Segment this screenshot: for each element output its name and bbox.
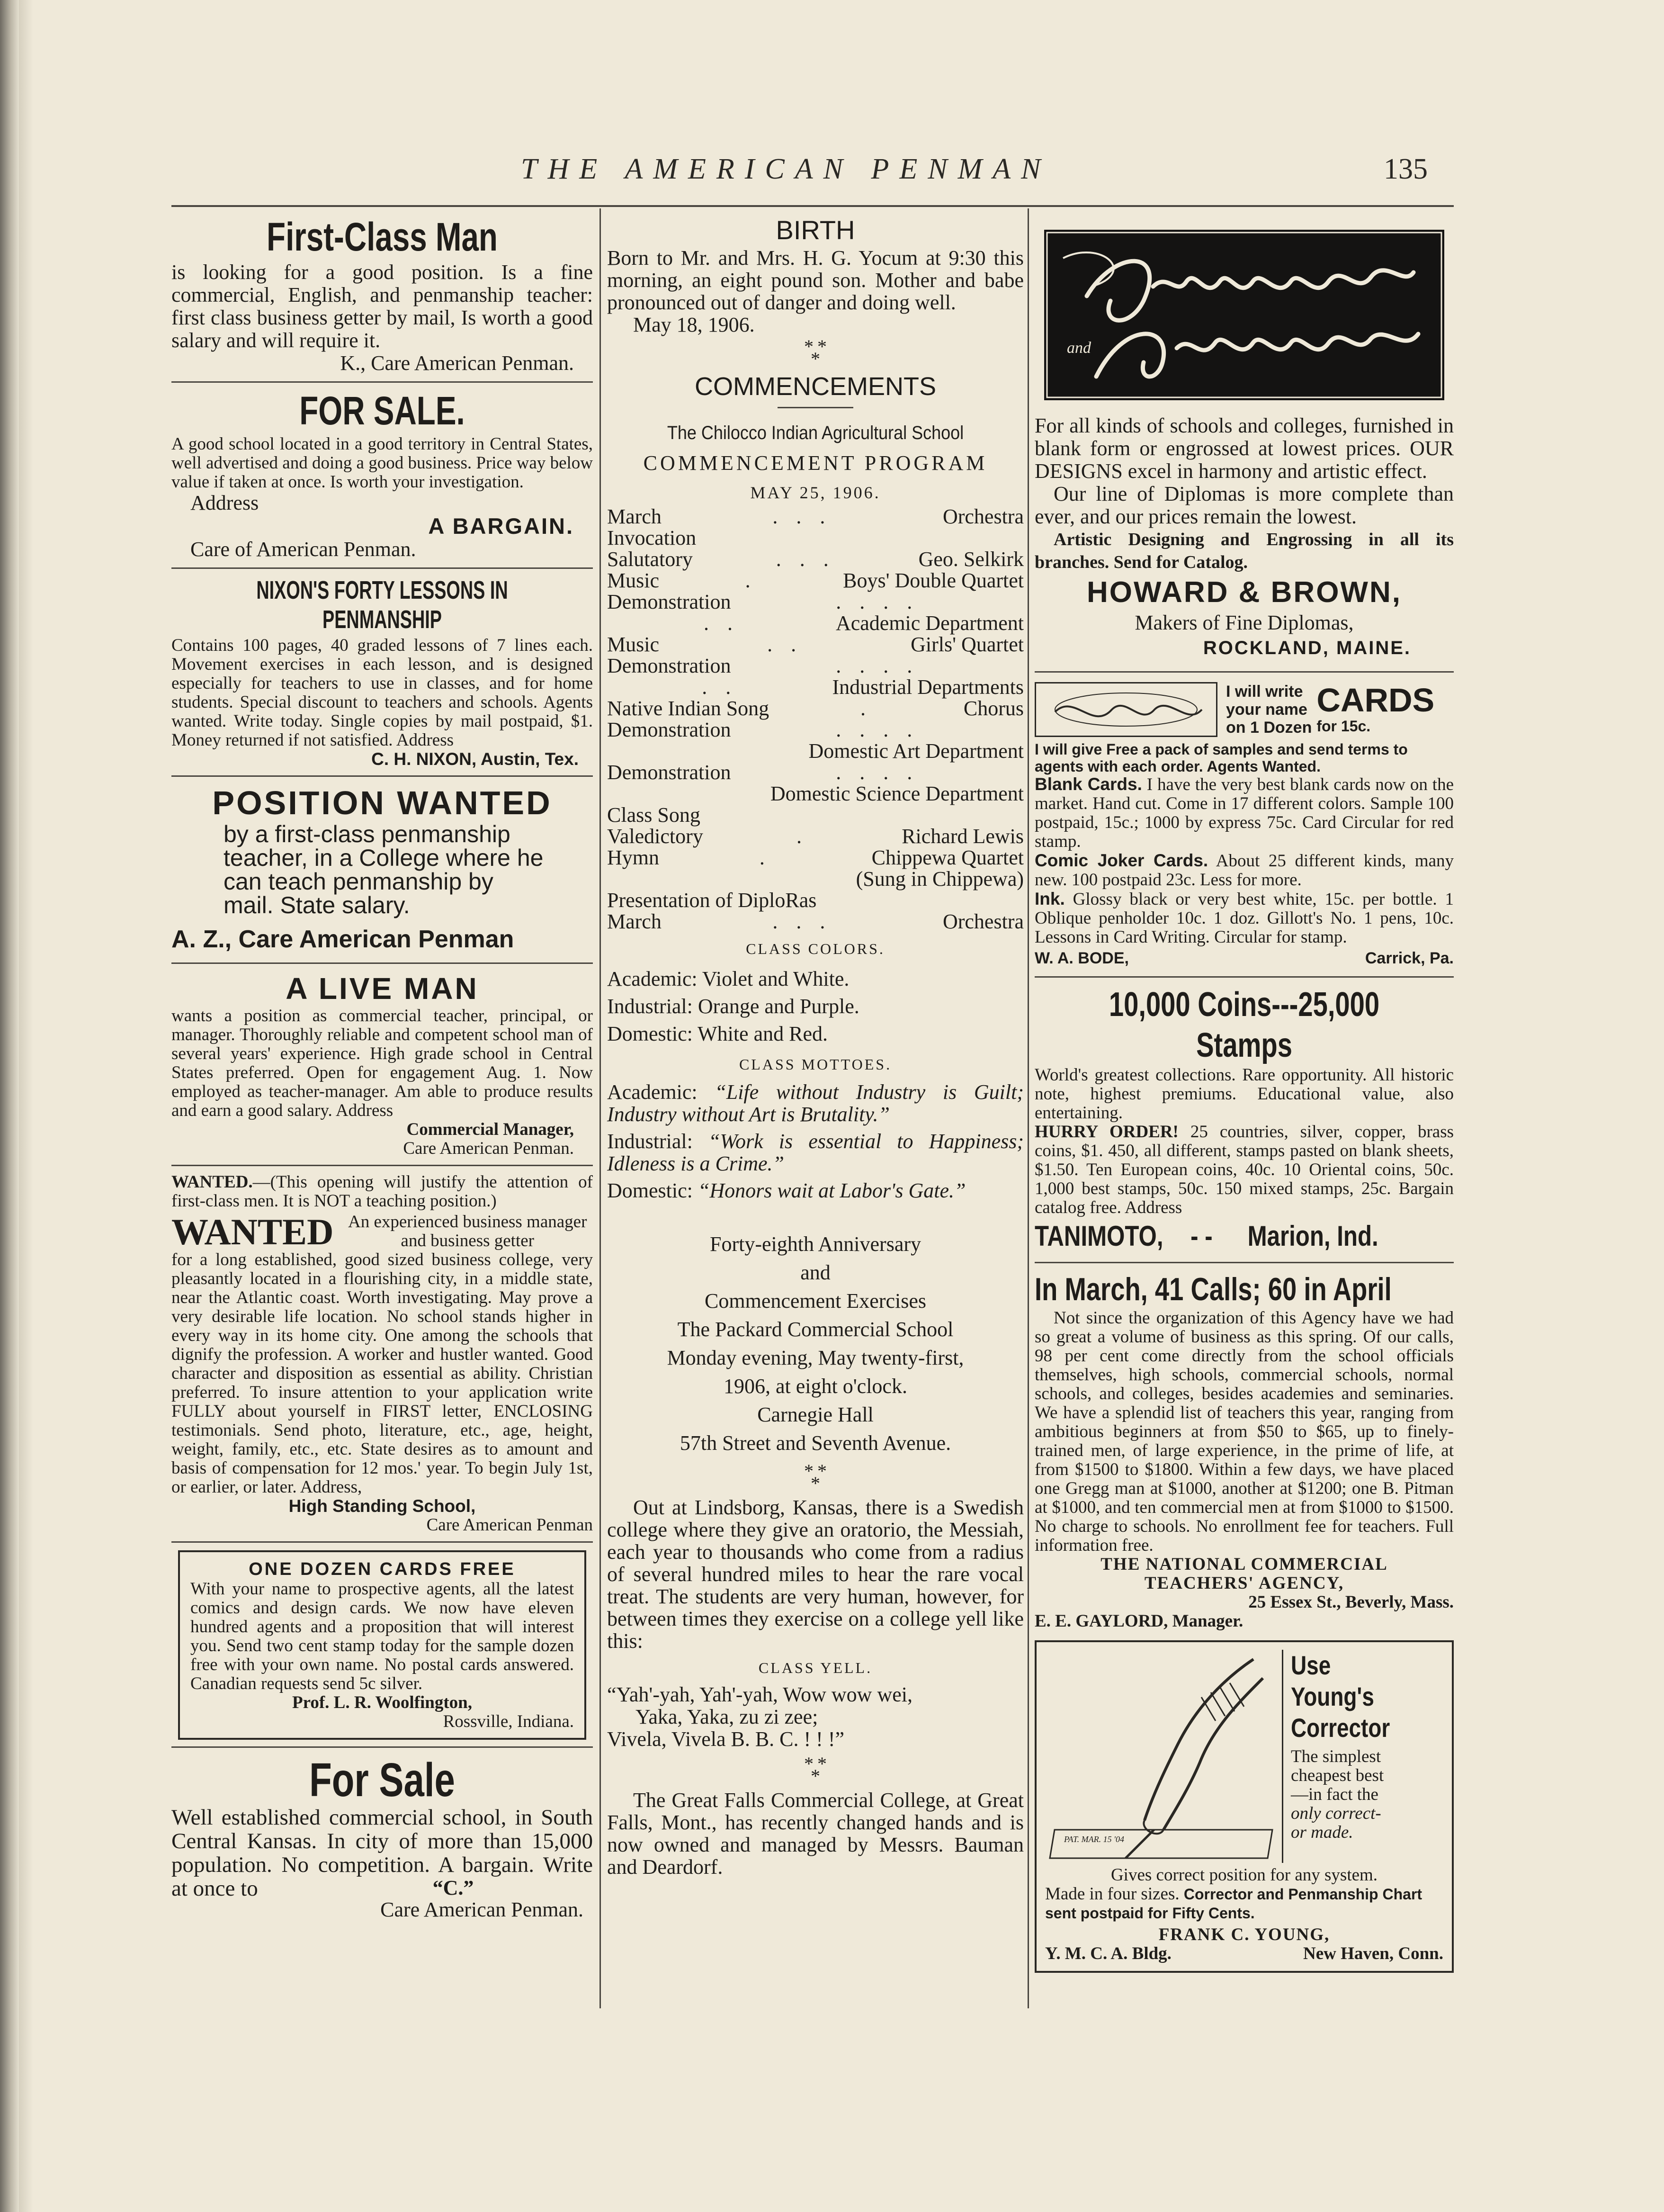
young-desc-1: The simplest — [1291, 1747, 1381, 1766]
coins-hurry — [1035, 1123, 1454, 1217]
ad-signature: A. Z., Care American Penman — [171, 926, 514, 953]
program-item-performer: Orchestra — [942, 910, 1024, 933]
program-item-performer: Geo. Selkirk — [918, 548, 1024, 571]
wanted-heading-row — [171, 1213, 593, 1250]
young-sig-1: FRANK C. YOUNG, — [1158, 1925, 1330, 1944]
bode-logo-box — [1035, 682, 1217, 737]
program-item-leader: . — [860, 697, 873, 720]
coins-sig-left: TANIMOTO, — [1035, 1220, 1163, 1252]
header-rule — [171, 205, 1454, 207]
ad-heading: POSITION WANTED — [212, 784, 552, 821]
young-sizes: Made in four sizes. — [1045, 1884, 1180, 1904]
agency-sig-4: E. E. GAYLORD, Manager. — [1035, 1611, 1244, 1631]
program-item-label: Demonstration — [607, 718, 731, 741]
young-sig-row — [1045, 1944, 1443, 1963]
program-item-performer: Chippewa Quartet — [871, 846, 1024, 869]
agency-sig-2: TEACHERS' AGENCY, — [1144, 1574, 1344, 1593]
program-item-leader: . . . . — [836, 654, 919, 677]
motto-text: “Work is essential to Happiness; Idleness is a Crime.” — [607, 1130, 1024, 1175]
program-item-label: Invocation — [607, 526, 697, 549]
program-item-leader: . — [745, 569, 757, 592]
program-item — [607, 570, 1024, 591]
short-rule — [778, 407, 853, 408]
packard-line: Commencement Exercises — [705, 1289, 926, 1313]
bode-price: for 15c. — [1316, 718, 1371, 735]
program-item-leader: . . . — [772, 910, 832, 933]
program-item-performer: (Sung in Chippewa) — [856, 867, 1024, 890]
bode-offer — [1226, 683, 1312, 737]
program-item-label: Class Song — [607, 803, 700, 827]
divider — [171, 567, 593, 569]
ad-nixon — [171, 575, 593, 769]
program-item — [607, 676, 1024, 698]
bode-body: I will give Free a pack of samples and send terms to agents with each order. Agents Wanted. — [1035, 741, 1408, 775]
program-item-label: Demonstration — [607, 590, 731, 613]
divider — [171, 1541, 593, 1543]
program-item — [607, 762, 1024, 783]
young-desc-3: —in fact the — [1291, 1785, 1378, 1804]
ad-for-sale-1 — [171, 389, 593, 561]
bode-blank-label: Blank Cards. — [1035, 774, 1142, 794]
program-item — [607, 634, 1024, 655]
program-item-label: Salutatory — [607, 548, 693, 571]
ad-care: Care American Penman. — [380, 1898, 583, 1921]
program-item-leader: . . . . — [836, 590, 919, 613]
program-item-performer: Richard Lewis — [902, 825, 1024, 848]
program-item-leader: . . . . — [836, 761, 919, 784]
class-motto-item — [607, 1081, 1024, 1125]
program-date: MAY 25, 1906. — [750, 483, 881, 502]
bode-blank-text: I have the very best blank cards now on the market. Hand cut. Come in 17 different colors. Sample 100 postpaid, 15c.; 1000 by express 75c. Card Circular for red stamp. — [1035, 775, 1454, 851]
divider — [171, 381, 593, 383]
ad-heading: NIXON'S FORTY LESSONS IN PENMANSHIP — [256, 576, 508, 634]
asterism: * * * — [804, 1753, 827, 1787]
ad-wanted — [171, 1173, 593, 1535]
program-item-label: Valedictory — [607, 825, 703, 848]
young-name: Young's — [1291, 1681, 1374, 1711]
young-top-row — [1045, 1650, 1443, 1863]
bode-script-logo — [1036, 683, 1216, 736]
bode-sig-left: W. A. BODE, — [1035, 949, 1129, 967]
packard-line: 57th Street and Seventh Avenue. — [680, 1431, 951, 1455]
ad-body: wants a position as commercial teacher, principal, or manager. Thoroughly reliable and competent school man of several years' experience. High grade school in Central States preferred. Open for engagement Aug. 1. Now employed as teacher-manager. Am able to produce results and earn a good salary. Address — [171, 1006, 593, 1120]
class-yell-line: Vivela, Vivela B. B. C. ! ! !” — [607, 1727, 845, 1751]
divider — [171, 1746, 593, 1748]
bode-signature — [1035, 947, 1454, 970]
program-item — [607, 740, 1024, 762]
binding-shadow — [19, 0, 33, 2212]
program-item-leader: . . — [767, 633, 803, 656]
divider — [1035, 976, 1454, 978]
ad-signature: Prof. L. R. Woolfington, — [292, 1693, 472, 1712]
young-sig-3: New Haven, Conn. — [1303, 1944, 1443, 1963]
coins-hurry-text: 25 countries, silver, copper, brass coins, $1. 450, all different, stamps pasted on blank sheets, $1.50. Ten European coins, 40c. 10 Oriental coins, 50c. 1,000 best stamps, 50c. 150 mixed stamps, 25c. Bargain catalog free. Address — [1035, 1122, 1454, 1217]
program-item-label: March — [607, 505, 662, 528]
ad-signature: “C.” — [432, 1876, 474, 1899]
young-chart-offer: Corrector and Penmanship Chart sent postpaid for Fifty Cents. — [1045, 1886, 1422, 1922]
program-item-leader: . . . . — [836, 718, 919, 741]
ad-care: Care American Penman. — [403, 1139, 574, 1158]
program-item-label: Hymn — [607, 846, 659, 869]
howard-body-3: Artistic Designing and Engrossing in all its branches. Send for Catalog. — [1035, 530, 1454, 572]
program-item-performer: Industrial Departments — [832, 675, 1024, 699]
ad-address-label: Address — [190, 491, 259, 514]
ad-bode-cards — [1035, 682, 1454, 970]
bode-line-2: your name — [1226, 701, 1307, 719]
program-item-performer: Domestic Art Department — [808, 739, 1024, 763]
howard-brown-name: HOWARD & BROWN, — [1087, 576, 1402, 609]
bode-ink-text: Glossy black or very best white, 15c. per bottle. 1 Oblique penholder 10c. 1 doz. Gillott's No. 1 pens, 10c. Lessons in Card Writing. Circular for stamp. — [1035, 890, 1454, 947]
program-item-performer: Girls' Quartet — [911, 633, 1024, 656]
coins-sig-right: Marion, Ind. — [1247, 1220, 1378, 1252]
program-item — [607, 612, 1024, 634]
ad-body: Well established commercial school, in South Central Kansas. In city of more than 15,000 population. No competition. A bargain. Write at once to — [171, 1805, 593, 1901]
howard-makers: Makers of Fine Diplomas, — [1135, 611, 1354, 634]
hand-with-pen-icon — [1045, 1650, 1282, 1863]
program-item-label: Demonstration — [607, 654, 731, 677]
class-yell-line: Yaka, Yaka, zu zi zee; — [635, 1705, 818, 1728]
ad-body: for a long established, good sized business college, very pleasantly located in a flourishing city, in a middle state, near the Atlantic coast. Worth investigating. May prove a very desirable life location. No school stands higher in every way in its home city. One among the schools that dignify the profession. A worker and hustler wanted. Good character and disposition as essential as ability. Christian preferred. To insure attention to your application write FULLY about yourself in FIRST letter, ENCLOSING testimonials. Send photo, literature, etc., age, height, weight, family, etc., etc. State desires as to amount and basis of compensation for 12 mos.' year. To begin July 1st, or earlier, or later. Address, — [171, 1250, 593, 1497]
program-item — [607, 719, 1024, 740]
packard-line: Forty-eighth Anniversary — [709, 1232, 921, 1256]
program-item-performer: Orchestra — [942, 505, 1024, 528]
ad-body: With your name to prospective agents, all the latest comics and design cards. We now have eleven hundred agents and a proposition that will interest you. Send two cent stamp today for the sample dozen free with your own name. No postal cards answered. Canadian requests send 5c silver. — [190, 1579, 574, 1693]
bode-line-1: I will write — [1226, 683, 1303, 701]
ad-one-dozen-cards — [178, 1550, 586, 1740]
bode-cards-block — [1316, 683, 1434, 736]
young-hand-illustration — [1045, 1650, 1282, 1863]
packard-line: Carnegie Hall — [757, 1403, 874, 1426]
motto-label: Industrial: — [607, 1130, 708, 1153]
program-item-performer: Chorus — [963, 697, 1024, 720]
program-item-label: Presentation of DiploRas — [607, 889, 817, 912]
class-color-item: Academic: Violet and White. — [607, 967, 850, 990]
motto-text: “Honors wait at Labor's Gate.” — [698, 1179, 966, 1202]
packard-announcement — [607, 1230, 1024, 1457]
agency-sig-3: 25 Essex St., Beverly, Mass. — [1248, 1592, 1454, 1612]
divider — [1035, 1262, 1454, 1263]
program-item — [607, 890, 1024, 911]
coins-sig-dash: - - — [1190, 1220, 1213, 1252]
program-item — [607, 527, 1024, 549]
program-item-performer: Academic Department — [835, 611, 1024, 635]
running-header: THE AMERICAN PENMAN — [521, 153, 1051, 185]
young-patent: PAT. MAR. 15 '04 — [1064, 1834, 1125, 1844]
diplomas-certificates-banner — [1044, 230, 1444, 400]
bode-cards-word: CARDS — [1316, 682, 1435, 719]
young-desc-2: cheapest best — [1291, 1766, 1384, 1785]
ad-body: by a first-class penmanship teacher, in a College where he can teach penmanship by mail. State salary. — [224, 821, 544, 918]
asterism: * * * — [804, 1460, 827, 1494]
class-colors-list — [607, 965, 1024, 1048]
column-3 — [1035, 211, 1454, 1973]
ad-heading: In March, 41 Calls; 60 in April — [1035, 1271, 1392, 1307]
birth-date: May 18, 1906. — [633, 313, 755, 336]
wanted-notice-body: —(This opening will justify the attention of first-class men. It is NOT a teaching position.) — [171, 1172, 593, 1211]
ad-heading: First-Class Man — [267, 215, 498, 259]
bode-ink — [1035, 890, 1454, 947]
ad-teachers-agency — [1035, 1270, 1454, 1631]
ad-signature: A BARGAIN. — [428, 513, 574, 539]
ad-position-wanted — [171, 783, 593, 956]
column-2 — [607, 211, 1024, 1878]
young-corrector: Corrector — [1291, 1713, 1390, 1743]
program-title: COMMENCEMENT PROGRAM — [643, 451, 988, 475]
class-color-item: Domestic: White and Red. — [607, 1022, 828, 1045]
page-number: 135 — [1384, 153, 1428, 185]
binding-edge — [0, 0, 19, 2212]
program-item-leader: . . . — [776, 548, 835, 571]
program-item-label: Native Indian Song — [607, 697, 769, 720]
howard-place: ROCKLAND, MAINE. — [1203, 638, 1411, 658]
ad-heading: ONE DOZEN CARDS FREE — [249, 1559, 516, 1579]
ad-care: Care of American Penman. — [190, 538, 416, 561]
program-item — [607, 826, 1024, 847]
coins-signature — [1035, 1217, 1378, 1255]
ad-body: A good school located in a good territory in Central States, well advertised and doing a good business. Price way below value if taken at once. Is worth your investigation. — [171, 434, 593, 492]
motto-label: Academic: — [607, 1080, 715, 1104]
motto-text: “Life without Industry is Guilt; Industry without Art is Brutality.” — [607, 1080, 1024, 1126]
program-item — [607, 549, 1024, 570]
bode-sig-right: Carrick, Pa. — [1365, 949, 1454, 967]
class-yell-line: “Yah'-yah, Yah'-yah, Wow wow wei, — [607, 1683, 913, 1706]
program-item — [607, 698, 1024, 719]
birth-heading: BIRTH — [776, 215, 855, 245]
ad-signature: K., Care American Penman. — [340, 351, 574, 375]
bode-comic-label: Comic Joker Cards. — [1035, 851, 1208, 870]
packard-line: The Packard Commercial School — [677, 1318, 954, 1341]
agency-sig-1: THE NATIONAL COMMERCIAL — [1100, 1555, 1388, 1574]
ad-coins-stamps — [1035, 984, 1454, 1255]
bode-header-row — [1035, 682, 1454, 737]
program-list — [607, 506, 1024, 932]
program-item — [607, 804, 1024, 826]
howard-body-2: Our line of Diplomas is more complete than ever, and our prices remain the lowest. — [1035, 482, 1454, 528]
wanted-heading: WANTED — [171, 1211, 334, 1252]
program-item-leader: . . — [703, 611, 739, 635]
ad-live-man — [171, 971, 593, 1158]
packard-line: and — [800, 1261, 831, 1284]
ad-for-sale-2 — [171, 1754, 593, 1921]
great-falls-paragraph: The Great Falls Commercial College, at Great Falls, Mont., has recently changed hands and is now owned and managed by Messrs. Bauman and Deardorf. — [607, 1789, 1024, 1879]
ad-body: World's greatest collections. Rare opportunity. All historic note, highest premiums. Educational value, also entertaining. — [1035, 1065, 1454, 1123]
chilocco-school: The Chilocco Indian Agricultural School — [667, 423, 964, 443]
bode-ink-label: Ink. — [1035, 889, 1065, 908]
class-mottoes-heading: CLASS MOTTOES. — [739, 1056, 892, 1073]
commencements-heading: COMMENCEMENTS — [695, 372, 936, 401]
program-item — [607, 783, 1024, 804]
ad-body: is looking for a good position. Is a fine commercial, English, and penmanship teacher: first class business getter by mail, Is worth a good salary and will require it. — [171, 261, 593, 352]
ad-signature: Commercial Manager, — [406, 1120, 574, 1139]
wanted-notice — [171, 1173, 593, 1211]
class-motto-item — [607, 1130, 1024, 1175]
packard-line: Monday evening, May twenty-first, — [667, 1346, 964, 1369]
ad-body: Not since the organization of this Agency have we had so great a volume of business as this spring. Of our calls, 98 per cent come directly from the school officials themselves, high schools, commercial schools, normal schools, and colleges, besides academies and seminaries. We have a splendid list of teachers this year, ranging from ambitious beginners at from $50 to $65, up to finely-trained men, of large experience, in the prime of life, at from $1500 to $1800. Within a few days, we have placed one Gregg man at $1000, another at $1200; one B. Pitman at $1000, and ten commercial men at from $1000 to $1500. No charge to schools. No enrollment fee for teachers. Full information free. — [1035, 1308, 1454, 1555]
diploma-script-logo — [1044, 230, 1444, 400]
young-title-block — [1282, 1650, 1443, 1863]
lindsborg-paragraph: Out at Lindsborg, Kansas, there is a Swedish college where they give an oratorio, the Messiah, each year to thousands who come from a radius of several hundred miles to hear the rare vocal treat. The students are very human, however, for between times they exercise on a college yell like this: — [607, 1496, 1024, 1653]
divider — [171, 1165, 593, 1166]
program-item-leader: . — [759, 846, 771, 869]
program-item-label: Demonstration — [607, 761, 731, 784]
class-yell — [607, 1683, 1024, 1750]
ad-heading: FOR SALE. — [299, 388, 465, 433]
howard-body: For all kinds of schools and colleges, furnished in blank form or engrossed at lowest prices. OUR DESIGNS excel in harmony and artistic effect. — [1035, 414, 1454, 483]
ad-body: Contains 100 pages, 40 graded lessons of 7 lines each. Movement exercises in each lesson, and is designed especially for teachers to use in classes, and for home students. Special discount to teachers and schools. Agents wanted. Write today. Single copies by mail postpaid, $1. Money returned if not satisfied. Address — [171, 636, 593, 750]
column-divider-1 — [599, 208, 601, 2008]
ad-first-class-man — [171, 216, 593, 375]
class-mottoes-list — [607, 1081, 1024, 1202]
ad-heading: For Sale — [309, 1753, 455, 1807]
program-item-label: Music — [607, 569, 659, 592]
ad-signature: High Standing School, — [288, 1496, 476, 1516]
wanted-intro: An experienced business manager and business getter — [348, 1212, 587, 1250]
ad-youngs-corrector — [1035, 1640, 1454, 1973]
class-motto-item — [607, 1179, 1024, 1202]
young-body-2 — [1045, 1885, 1443, 1923]
program-item-leader: . . . — [772, 505, 832, 528]
program-item-performer: Boys' Double Quartet — [843, 569, 1024, 592]
program-item-leader: . . — [702, 675, 738, 699]
ad-signature: C. H. NIXON, Austin, Tex. — [371, 749, 579, 769]
young-use: Use — [1291, 1650, 1331, 1680]
young-sig-2: Y. M. C. A. Bldg. — [1045, 1944, 1172, 1963]
young-desc-4: only correct- — [1291, 1804, 1381, 1823]
divider — [171, 775, 593, 777]
program-item-leader: . — [796, 825, 808, 848]
ad-care: Care American Penman — [426, 1515, 593, 1535]
packard-line: 1906, at eight o'clock. — [724, 1375, 907, 1398]
ad-heading: A LIVE MAN — [286, 971, 479, 1006]
ad-care: Rossville, Indiana. — [443, 1712, 574, 1731]
program-item-label: Music — [607, 633, 659, 656]
bode-line-3: on 1 Dozen — [1226, 719, 1312, 737]
column-divider-2 — [1028, 208, 1029, 2008]
class-colors-heading: CLASS COLORS. — [746, 940, 885, 957]
motto-label: Domestic: — [607, 1179, 698, 1202]
svg-text:and: and — [1067, 339, 1091, 357]
class-yell-heading: CLASS YELL. — [758, 1659, 873, 1676]
program-item — [607, 911, 1024, 932]
young-body-1: Gives correct position for any system. — [1110, 1865, 1378, 1885]
coins-hurry-label: HURRY ORDER! — [1035, 1122, 1179, 1142]
program-item — [607, 847, 1024, 868]
asterism: * * * — [804, 336, 827, 369]
column-1 — [171, 211, 593, 1921]
bode-comic-cards — [1035, 851, 1454, 890]
program-item — [607, 591, 1024, 612]
program-item-performer: Domestic Science Department — [770, 782, 1024, 805]
birth-body: Born to Mr. and Mrs. H. G. Yocum at 9:30 this morning, an eight pound son. Mother and babe pronounced out of danger and doing well. — [607, 246, 1024, 314]
class-color-item: Industrial: Orange and Purple. — [607, 995, 859, 1018]
young-desc-5: or made. — [1291, 1823, 1353, 1842]
program-item — [607, 655, 1024, 676]
divider — [1035, 671, 1454, 673]
wanted-lead: WANTED. — [171, 1172, 253, 1192]
program-item — [607, 868, 1024, 890]
ad-heading: 10,000 Coins---25,000 Stamps — [1109, 986, 1380, 1064]
program-item — [607, 506, 1024, 527]
divider — [171, 962, 593, 964]
bode-comic-text: About 25 different kinds, many new. 100 postpaid 23c. Less for more. — [1035, 851, 1454, 890]
bode-blank-cards — [1035, 775, 1454, 851]
program-item-label: March — [607, 910, 662, 933]
